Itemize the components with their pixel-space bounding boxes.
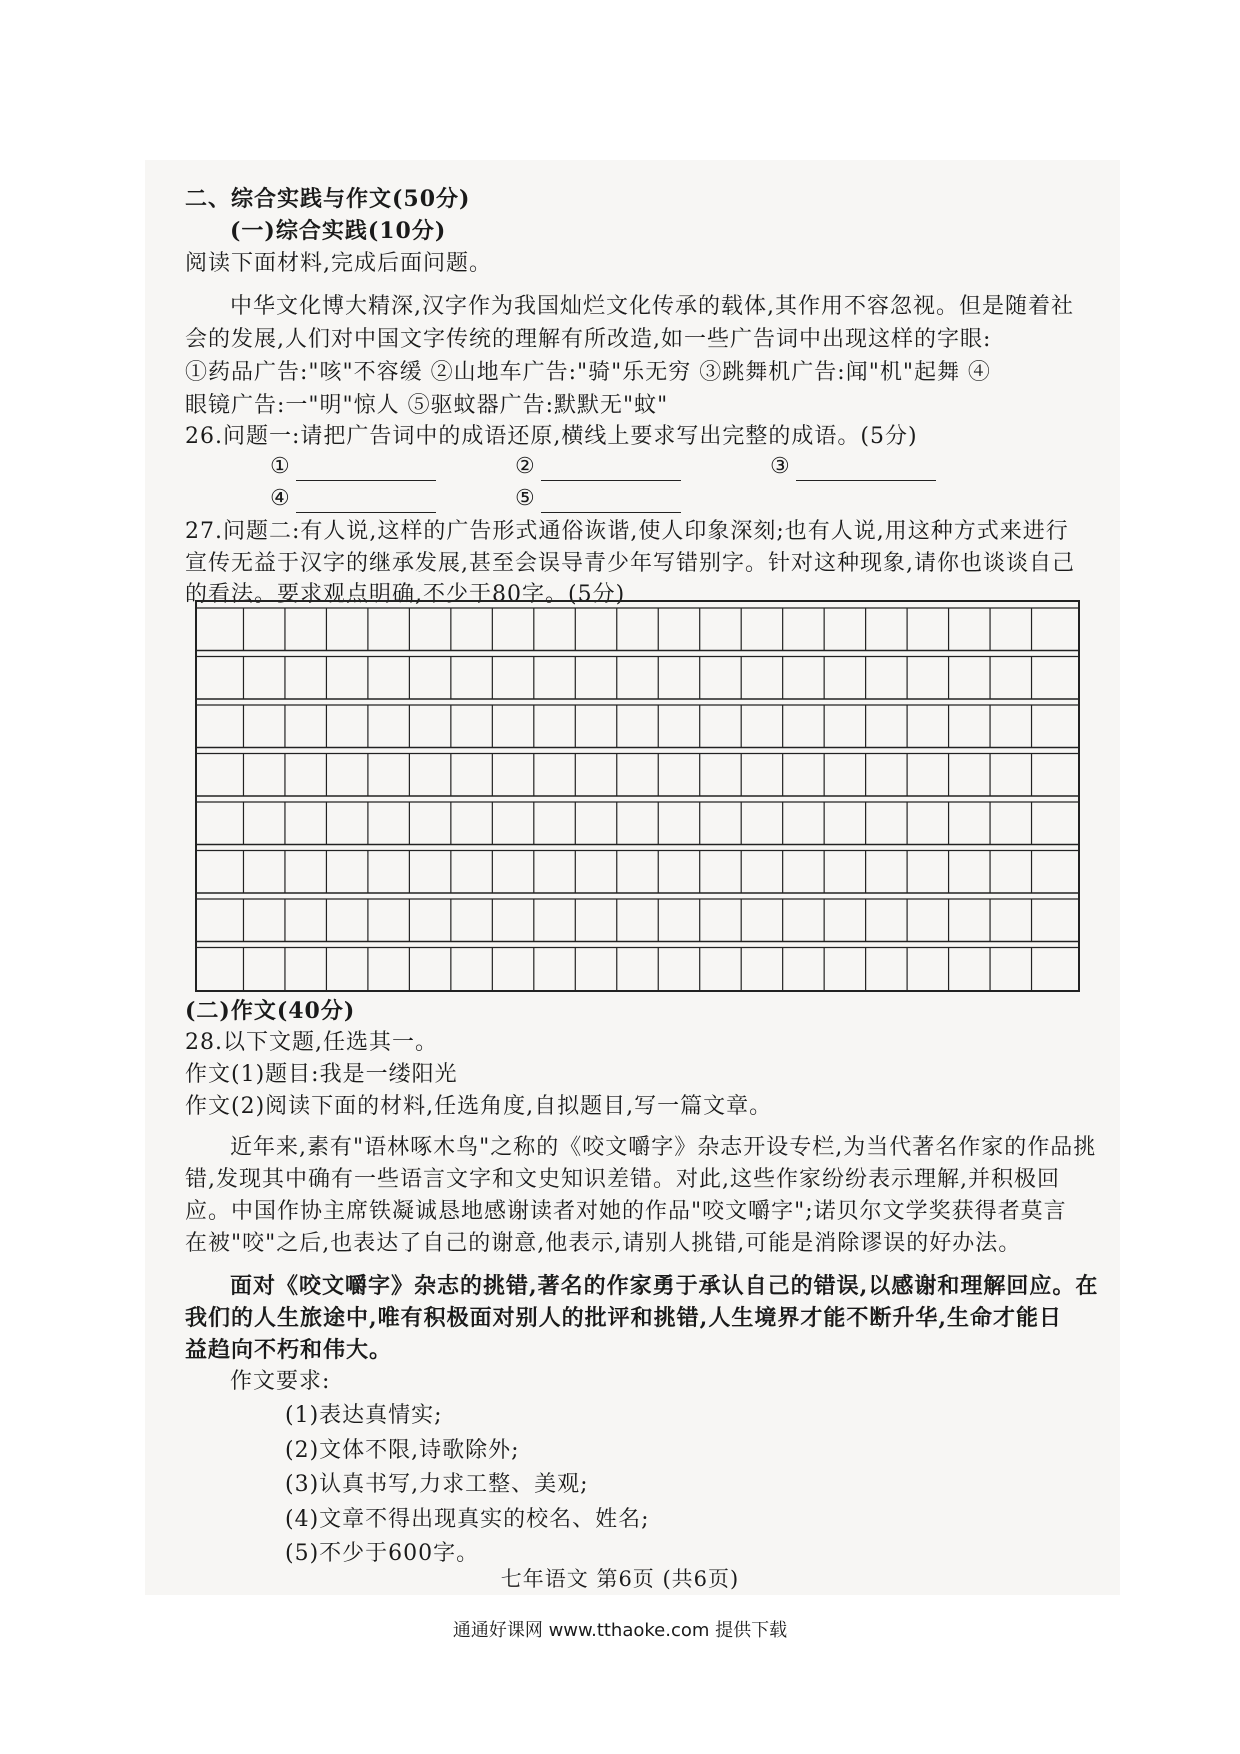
question-27-line: 的看法。要求观点明确,不少于80字。(5分) xyxy=(185,582,626,607)
material-line: 错,发现其中确有一些语言文字和文史知识差错。对此,这些作家纷纷表示理解,并积极回 xyxy=(185,1167,1060,1192)
part2-title: (二)作文(40分) xyxy=(185,998,356,1024)
instruction: 阅读下面材料,完成后面问题。 xyxy=(185,251,492,276)
passage-line: 眼镜广告:一"明"惊人 ⑤驱蚊器广告:默默无"蚊" xyxy=(185,393,669,418)
material-line: 我们的人生旅途中,唯有积极面对别人的批评和挑错,人生境界才能不断升华,生命才能日 xyxy=(185,1305,1062,1331)
answer-grid[interactable] xyxy=(195,600,1080,992)
section-title: 二、综合实践与作文(50分) xyxy=(185,186,471,212)
question-26: 26.问题一:请把广告词中的成语还原,横线上要求写出完整的成语。(5分) xyxy=(185,424,918,449)
requirement-item: (3)认真书写,力求工整、美观; xyxy=(285,1472,589,1497)
requirement-item: (1)表达真情实; xyxy=(285,1403,443,1428)
blank-5[interactable]: ⑤ xyxy=(515,485,681,513)
essay-option-1: 作文(1)题目:我是一缕阳光 xyxy=(185,1062,458,1087)
passage-line: ①药品广告:"咳"不容缓 ②山地车广告:"骑"乐无穷 ③跳舞机广告:闻"机"起舞 ④ xyxy=(185,360,991,385)
download-source-footer: 通通好课网 www.tthaoke.com 提供下载 xyxy=(452,1620,788,1641)
requirements-title: 作文要求: xyxy=(230,1369,331,1394)
answer-grid-lines xyxy=(197,602,1078,990)
question-28: 28.以下文题,任选其一。 xyxy=(185,1030,438,1055)
blank-4[interactable]: ④ xyxy=(270,485,436,513)
material-line: 近年来,素有"语林啄木鸟"之称的《咬文嚼字》杂志开设专栏,为当代著名作家的作品挑 xyxy=(230,1135,1097,1160)
blank-3[interactable]: ③ xyxy=(770,453,936,481)
question-27-line: 宣传无益于汉字的继承发展,甚至会误导青少年写错别字。针对这种现象,请你也谈谈自己 xyxy=(185,551,1075,576)
requirement-item: (2)文体不限,诗歌除外; xyxy=(285,1438,520,1463)
requirement-item: (5)不少于600字。 xyxy=(285,1541,480,1566)
part1-title: (一)综合实践(10分) xyxy=(230,218,447,244)
essay-option-2: 作文(2)阅读下面的材料,任选角度,自拟题目,写一篇文章。 xyxy=(185,1094,773,1119)
question-27-line: 27.问题二:有人说,这样的广告形式通俗诙谐,使人印象深刻;也有人说,用这种方式来进行 xyxy=(185,519,1069,544)
material-line: 应。中国作协主席铁凝诚恳地感谢读者对她的作品"咬文嚼字";诺贝尔文学奖获得者莫言 xyxy=(185,1199,1067,1224)
blank-1[interactable]: ① xyxy=(270,453,436,481)
passage-line: 会的发展,人们对中国文字传统的理解有所改造,如一些广告词中出现这样的字眼: xyxy=(185,327,992,352)
requirement-item: (4)文章不得出现真实的校名、姓名; xyxy=(285,1507,650,1532)
blank-2[interactable]: ② xyxy=(515,453,681,481)
page-number-footer: 七年语文 第6页 (共6页) xyxy=(500,1567,740,1591)
material-line: 面对《咬文嚼字》杂志的挑错,著名的作家勇于承认自己的错误,以感谢和理解回应。在 xyxy=(230,1273,1099,1299)
material-line: 益趋向不朽和伟大。 xyxy=(185,1337,393,1363)
material-line: 在被"咬"之后,也表达了自己的谢意,他表示,请别人挑错,可能是消除谬误的好办法。 xyxy=(185,1231,1022,1256)
passage-line: 中华文化博大精深,汉字作为我国灿烂文化传承的载体,其作用不容忽视。但是随着社 xyxy=(230,294,1074,319)
